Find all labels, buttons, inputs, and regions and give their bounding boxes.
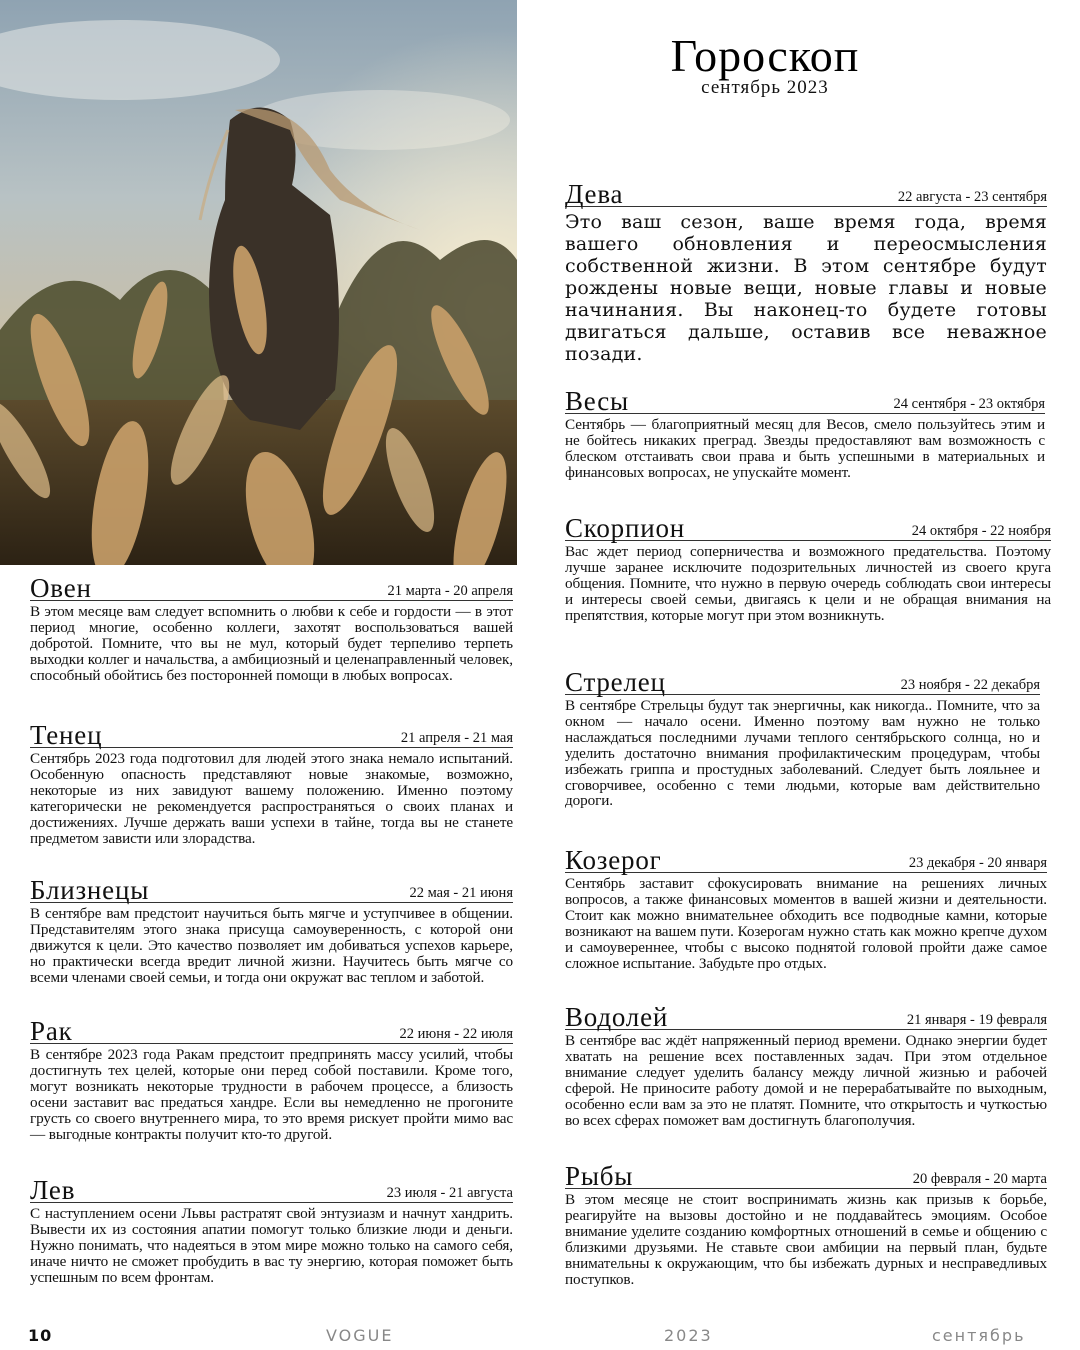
sign-dates: 24 октября - 22 ноября bbox=[911, 523, 1051, 539]
sign-section-gemini bbox=[30, 872, 513, 986]
sign-name: Скорпион bbox=[565, 513, 686, 543]
sign-section-aries bbox=[30, 570, 513, 684]
sign-header bbox=[565, 176, 1047, 207]
sign-section-scorpio bbox=[565, 510, 1051, 624]
sign-dates: 21 марта - 20 апреля bbox=[387, 583, 513, 599]
magazine-name: VOGUE bbox=[326, 1326, 394, 1345]
footer-year: 2023 bbox=[664, 1326, 713, 1345]
sign-section-pisces bbox=[565, 1158, 1047, 1287]
sign-header bbox=[565, 999, 1047, 1030]
page-number: 10 bbox=[28, 1326, 53, 1345]
sign-header bbox=[30, 872, 513, 903]
sign-dates: 21 января - 19 февраля bbox=[906, 1012, 1047, 1028]
sign-text: Вас ждет период соперничества и возможного предательства. Поэтому лучше заранее исключите подозрительных личностей из своего круга общения. Помните, что нужно в первую очередь соблюдать свои интересы и интересы своей семьи, двигаясь к цели и не обращая внимания на препятствия, которые могут при этом возникнуть. bbox=[565, 543, 1051, 624]
sign-dates: 24 сентября - 23 октября bbox=[893, 396, 1045, 412]
sign-section-libra bbox=[565, 383, 1045, 481]
footer-month: сентябрь bbox=[932, 1326, 1026, 1345]
sign-text: В этом месяце не стоит воспринимать жизнь как призыв к борьбе, реагируйте на вызовы достойно и не поддавайтесь эмоциям. Особое внимание уделите созданию комфортных отношений в семье и общению с близкими друзьями. Не ставьте свои амбиции на первый план, будьте внимательны к окружающим, что бы избежать дурных и несправедливых поступков. bbox=[565, 1191, 1047, 1288]
sign-header bbox=[30, 570, 513, 601]
sign-name: Стрелец bbox=[565, 667, 666, 697]
sign-section-aquarius bbox=[565, 999, 1047, 1128]
sign-text: В этом месяце вам следует вспомнить о любви к себе и гордости — в этот период многие, особенно коллеги, захотят воспользоваться вашей добротой. Помните, что вы не мул, который будет терпеливо терпеть выходки коллег и начальства, а амбициозный и целенаправленный человек, способный обойтись без посторонней помощи в любых вопросах. bbox=[30, 603, 513, 684]
sign-name: Дева bbox=[565, 179, 624, 209]
sign-text: С наступлением осени Львы растратят свой энтузиазм и начнут хандрить. Вывести их из состояния апатии помогут только близкие люди и деньги. Нужно понимать, что надеяться в этом мире можно только на самого себя, иначе ничто не сможет пробудить в вас ту энергию, которая поможет быть успешным по всем фронтам. bbox=[30, 1205, 513, 1286]
page-subtitle: сентябрь 2023 bbox=[701, 77, 829, 98]
sign-section-taurus bbox=[30, 717, 513, 846]
sign-section-sagittarius bbox=[565, 664, 1040, 809]
sign-header bbox=[565, 842, 1047, 873]
sign-dates: 22 июня - 22 июля bbox=[399, 1026, 513, 1042]
sign-name: Лев bbox=[30, 1175, 76, 1205]
sign-name: Близнецы bbox=[30, 875, 150, 905]
sign-text: В сентябре вам предстоит научиться быть мягче и уступчивее в общении. Представителям этого знака присуща самоуверенность, с которой они движутся к цели. Это качество позволяет им добиваться успехов карьере, но практически всегда вредит личной жизни. Научитесь быть мягче со всеми членами своей семьи, и тогда они окружат вас теплом и заботой. bbox=[30, 905, 513, 986]
sign-text: В сентябре 2023 года Ракам предстоит предпринять массу усилий, чтобы достигнуть тех целей, которые они перед собой поставили. Кроме того, могут возникать некоторые трудности в рабочем процессе, а близость осени заставит вас предаться хандре. Если вы немедленно не прогоните грусть со своего внутреннего мира, то это время рискует пройти мимо вас — выгодные контракты получит кто-то другой. bbox=[30, 1046, 513, 1143]
hero-photo bbox=[0, 0, 517, 565]
sign-section-capricorn bbox=[565, 842, 1047, 971]
sign-section-virgo bbox=[565, 176, 1047, 365]
sign-section-cancer bbox=[30, 1013, 513, 1142]
sign-name: Весы bbox=[565, 386, 629, 416]
sign-header bbox=[30, 1013, 513, 1044]
sign-header bbox=[565, 1158, 1047, 1189]
sign-dates: 22 мая - 21 июня bbox=[409, 885, 513, 901]
sign-name: Рак bbox=[30, 1016, 73, 1046]
sign-dates: 22 августа - 23 сентября bbox=[897, 189, 1047, 205]
sign-dates: 23 декабря - 20 января bbox=[908, 855, 1047, 871]
sign-dates: 20 февраля - 20 марта bbox=[912, 1171, 1047, 1187]
photo-woman-in-field-icon bbox=[0, 0, 517, 565]
sign-dates: 21 апреля - 21 мая bbox=[400, 730, 513, 746]
sign-header bbox=[565, 664, 1040, 695]
sign-header bbox=[565, 510, 1051, 541]
sign-text: Сентябрь заставит сфокусировать внимание на решениях личных вопросов, а также финансовых моментов в вашей жизни и деятельности. Стоит как можно внимательнее обходить все подводные камни, которые возникают на вашем пути. Козерогам нужно стать как можно крепче духом и самоувереннее, чтобы с высоко поднятой головой пройти даже самое сложное испытание. Забудьте про отдых. bbox=[565, 875, 1047, 972]
sign-section-leo bbox=[30, 1172, 513, 1286]
sign-name: Рыбы bbox=[565, 1161, 634, 1191]
sign-text: Сентябрь — благоприятный месяц для Весов, смело пользуйтесь этим и не бойтесь никаких преград. Звезды предоставляют вам возможность с блеском отстаивать свои права и быть успешными в материальных и финансовых вопросах, не упускайте момент. bbox=[565, 416, 1045, 481]
sign-header bbox=[30, 717, 513, 748]
sign-text: Сентябрь 2023 года подготовил для людей этого знака немало испытаний. Особенную опасность представляют новые знакомые, возможно, некоторые из них завидуют вашему положению. Именно поэтому категорически не рекомендуется распространяться о своих планах и достижениях. Лучше держать ваши успехи в тайне, тогда вы не станете предметом зависти или злорадства. bbox=[30, 750, 513, 847]
sign-text: Это ваш сезон, ваше время года, время вашего обновления и переосмысления собственной жизни. В этом сентябре будут рождены новые вещи, новые главы и новые начинания. Вы наконец-то будете готовы двигаться дальше, оставив все неважное позади. bbox=[565, 211, 1047, 365]
page-title: Гороскоп bbox=[670, 30, 860, 81]
page-header bbox=[565, 32, 965, 98]
sign-name: Овен bbox=[30, 573, 92, 603]
sign-text: В сентябре Стрельцы будут так энергичны, как никогда.. Помните, что за окном — начало осени. Именно поэтому вам нужно не только наслаждаться последними лучами теплого сентябрьского солнца, но и уделить достаточно внимания профилактическим процедурам, чтобы избежать гриппа и простудных заболеваний. Следует быть лояльнее и сговорчивее, особенно с теми людьми, которые вам действительно дороги. bbox=[565, 697, 1040, 810]
sign-dates: 23 ноября - 22 декабря bbox=[900, 677, 1040, 693]
sign-name: Тенец bbox=[30, 720, 103, 750]
sign-header bbox=[565, 383, 1045, 414]
sign-dates: 23 июля - 21 августа bbox=[386, 1185, 513, 1201]
sign-name: Козерог bbox=[565, 845, 662, 875]
sign-name: Водолей bbox=[565, 1002, 669, 1032]
sign-text: В сентябре вас ждёт напряженный период времени. Однако энергии будет хватать на решение всех поставленных задач. При этом отдельное внимание следует уделить балансу между личной жизнью и рабочей сферой. Не приносите работу домой и не перерабатывайте по выходным, особенно если вам за это не платят. Помните, что открытость и чуткостью во всех сферах поможет вам достигнуть благополучия. bbox=[565, 1032, 1047, 1129]
sign-header bbox=[30, 1172, 513, 1203]
